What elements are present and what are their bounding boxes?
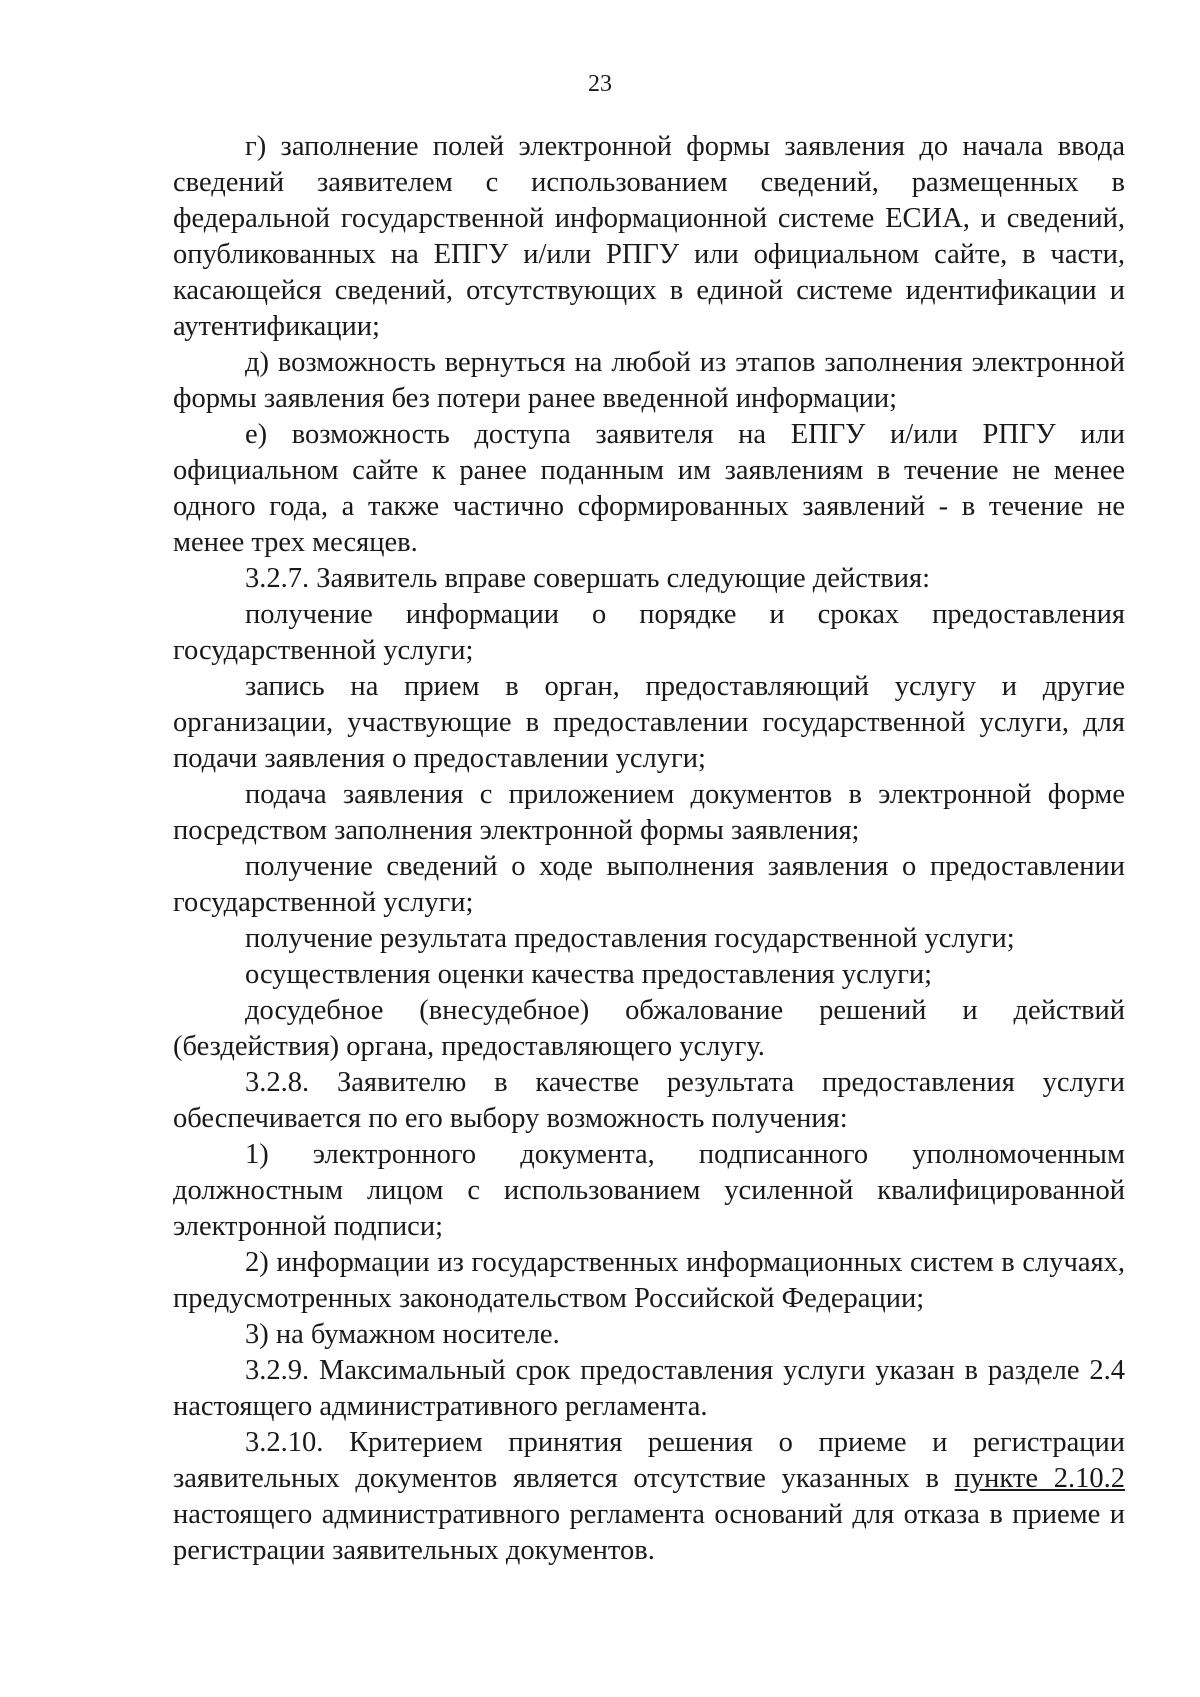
- action-item-evaluation: осуществления оценки качества предоставления услуги;: [245, 959, 933, 990]
- action-item-info: получение информации о порядке и сроках предоставления государственной услуги;: [173, 599, 1125, 666]
- result-option-3: 3) на бумажном носителе.: [245, 1319, 560, 1350]
- clause-2-10-2-link[interactable]: пункте 2.10.2: [954, 1463, 1125, 1494]
- action-item-result: получение результата предоставления государственной услуги;: [245, 923, 1015, 954]
- action-item-appointment: запись на прием в орган, предоставляющий услугу и другие организации, участвующие в предоставлении государственной услуги, для подачи заявления о предоставлении услуги;: [173, 671, 1125, 774]
- paragraph-3-2-8: 3.2.8. Заявителю в качестве результата предоставления услуги обеспечивается по его выбору возможность получения:: [173, 1067, 1125, 1134]
- action-item-application: подача заявления с приложением документов в электронной форме посредством заполнения электронной формы заявления;: [173, 779, 1125, 846]
- document-body: [173, 129, 1125, 1569]
- paragraph-3-2-9: 3.2.9. Максимальный срок предоставления услуги указан в разделе 2.4 настоящего административного регламента.: [173, 1355, 1125, 1422]
- result-option-2: 2) информации из государственных информационных систем в случаях, предусмотренных законодательством Российской Федерации;: [173, 1247, 1125, 1314]
- paragraph-3-2-10: [173, 1425, 1125, 1569]
- paragraph-item-g: г) заполнение полей электронной формы заявления до начала ввода сведений заявителем с использованием сведений, размещенных в федеральной государственной информационной системе ЕСИА, и сведений, опубликованных на ЕПГУ и/или РПГУ или официальном сайте, в части, касающейся сведений, отсутствующих в единой системе идентификации и аутентификации;: [173, 131, 1125, 342]
- paragraph-item-d: д) возможность вернуться на любой из этапов заполнения электронной формы заявления без потери ранее введенной информации;: [173, 347, 1125, 414]
- action-item-status: получение сведений о ходе выполнения заявления о предоставлении государственной услуги;: [173, 851, 1125, 918]
- paragraph-item-e: е) возможность доступа заявителя на ЕПГУ и/или РПГУ или официальном сайте к ранее поданным им заявлениям в течение не менее одного года, а также частично сформированных заявлений - в течение не менее трех месяцев.: [173, 419, 1125, 558]
- paragraph-3-2-10-text-start: 3.2.10. Критерием принятия решения о приеме и регистрации заявительных документов является отсутствие указанных в: [173, 1427, 1125, 1494]
- action-item-appeal: досудебное (внесудебное) обжалование решений и действий (бездействия) органа, предоставляющего услугу.: [173, 995, 1125, 1062]
- paragraph-3-2-7: 3.2.7. Заявитель вправе совершать следующие действия:: [245, 563, 931, 594]
- page-number: 23: [588, 71, 612, 97]
- paragraph-3-2-10-text-end: настоящего административного регламента оснований для отказа в приеме и регистрации заявительных документов.: [173, 1499, 1125, 1566]
- result-option-1: 1) электронного документа, подписанного уполномоченным должностным лицом с использованием усиленной квалифицированной электронной подписи;: [173, 1139, 1125, 1242]
